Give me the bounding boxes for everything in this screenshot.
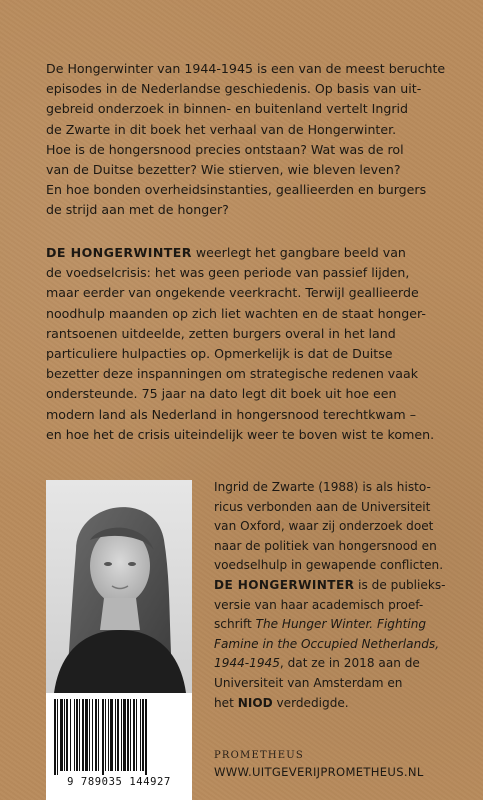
barcode-bar	[60, 699, 63, 771]
summary-line: bezetter deze inspanningen om strategische redenen vaak	[46, 366, 418, 382]
barcode-bar	[82, 699, 84, 771]
barcode-bar	[115, 699, 116, 771]
barcode-bar	[57, 699, 58, 775]
barcode-bars	[52, 699, 186, 775]
intro-line: de strijd aan met de honger?	[46, 202, 229, 218]
bio-line: voedselhulp in gewapende conflicten.	[214, 558, 444, 573]
barcode-bar	[136, 699, 137, 771]
summary-line: particuliere hulpacties op. Opmerkelijk is dat de Duitse	[46, 346, 393, 362]
intro-line: Hoe is de hongersnood precies ontstaan? Wat was de rol	[46, 141, 404, 157]
barcode-bar	[95, 699, 97, 771]
barcode-bar	[70, 699, 71, 771]
summary-line: rantsoenen uitdeelde, zetten burgers overal in het land	[46, 325, 396, 341]
book-title-inline: DE HONGERWINTER	[214, 577, 355, 592]
bio-line: ricus verbonden aan de Universiteit	[214, 499, 431, 514]
barcode-bar	[127, 699, 129, 771]
intro-line: van de Duitse bezetter? Wie stierven, wie bleven leven?	[46, 162, 401, 178]
bio-line: schrift The Hunger Winter. Fighting	[214, 617, 427, 632]
summary-line-first: DE HONGERWINTER weerlegt het gangbare beeld van	[46, 245, 406, 260]
barcode-bar	[79, 699, 80, 771]
barcode-bar	[105, 699, 106, 771]
intro-line: En hoe bonden overheidsinstanties, geallieerden en burgers	[46, 182, 427, 198]
barcode-bar	[54, 699, 56, 775]
author-bio	[214, 478, 454, 713]
niod-bold: NIOD	[237, 695, 273, 710]
isbn-number: 9 789035 144927	[67, 776, 171, 788]
barcode-bar	[76, 699, 78, 771]
intro-line: de Zwarte in dit boek het verhaal van de Hongerwinter.	[46, 121, 397, 137]
publisher-url: WWW.UITGEVERIJPROMETHEUS.NL	[214, 765, 424, 779]
barcode-bar	[145, 699, 147, 775]
barcode-bar	[98, 699, 99, 771]
barcode-bar	[102, 699, 104, 775]
summary-line: de voedselcrisis: het was geen periode van passief lijden,	[46, 265, 410, 281]
bio-line: Famine in the Occupied Netherlands,	[214, 636, 440, 651]
bio-line: versie van haar academisch proef-	[214, 597, 424, 612]
summary-line: modern land als Nederland in hongersnood terechtkwam –	[46, 406, 416, 422]
barcode-bar	[121, 699, 122, 771]
bio-line: naar de politiek van hongersnood en	[214, 538, 437, 553]
bio-line: het NIOD verdedigde.	[214, 695, 349, 710]
book-title-inline: DE HONGERWINTER	[46, 245, 192, 260]
bio-line: Universiteit van Amsterdam en	[214, 675, 403, 690]
bio-line: van Oxford, waar zij onderzoek doet	[214, 519, 434, 534]
bio-line: Ingrid de Zwarte (1988) is als histo-	[214, 480, 431, 494]
summary-line: en hoe het de crisis uiteindelijk weer te boven wist te komen.	[46, 426, 435, 442]
barcode-bar	[123, 699, 126, 771]
summary-line: ondersteunde. 75 jaar na dato legt dit boek uit hoe een	[46, 386, 397, 402]
intro-line: De Hongerwinter van 1944-1945 is een van de meest beruchte	[46, 61, 446, 76]
barcode-bar	[74, 699, 75, 771]
barcode-bar	[140, 699, 141, 771]
bio-line: 1944-1945, dat ze in 2018 aan de	[214, 656, 420, 671]
barcode-bar	[108, 699, 109, 771]
barcode-bar	[110, 699, 113, 771]
barcode-bar	[85, 699, 88, 771]
bio-line: DE HONGERWINTER is de publieks-	[214, 577, 446, 592]
barcode-bar	[130, 699, 131, 771]
barcode	[46, 693, 192, 800]
intro-paragraph	[46, 59, 446, 221]
summary-paragraph	[46, 243, 446, 445]
barcode-bar	[64, 699, 65, 771]
summary-line: noodhulp maanden op zich liet wachten en de staat honger-	[46, 305, 426, 321]
summary-line: maar eerder van ongekende veerkracht. Terwijl geallieerde	[46, 285, 419, 301]
barcode-bar	[66, 699, 68, 771]
barcode-bar	[142, 699, 144, 771]
publisher-logo: PROMETHEUS	[214, 750, 304, 761]
author-photo	[46, 480, 192, 693]
intro-line: gebreid onderzoek in binnen- en buitenland vertelt Ingrid	[46, 101, 409, 117]
intro-line: episodes in de Nederlandse geschiedenis. Op basis van uit-	[46, 81, 422, 97]
barcode-bar	[92, 699, 93, 771]
barcode-bar	[133, 699, 135, 771]
barcode-bar	[89, 699, 90, 771]
barcode-bar	[117, 699, 119, 771]
